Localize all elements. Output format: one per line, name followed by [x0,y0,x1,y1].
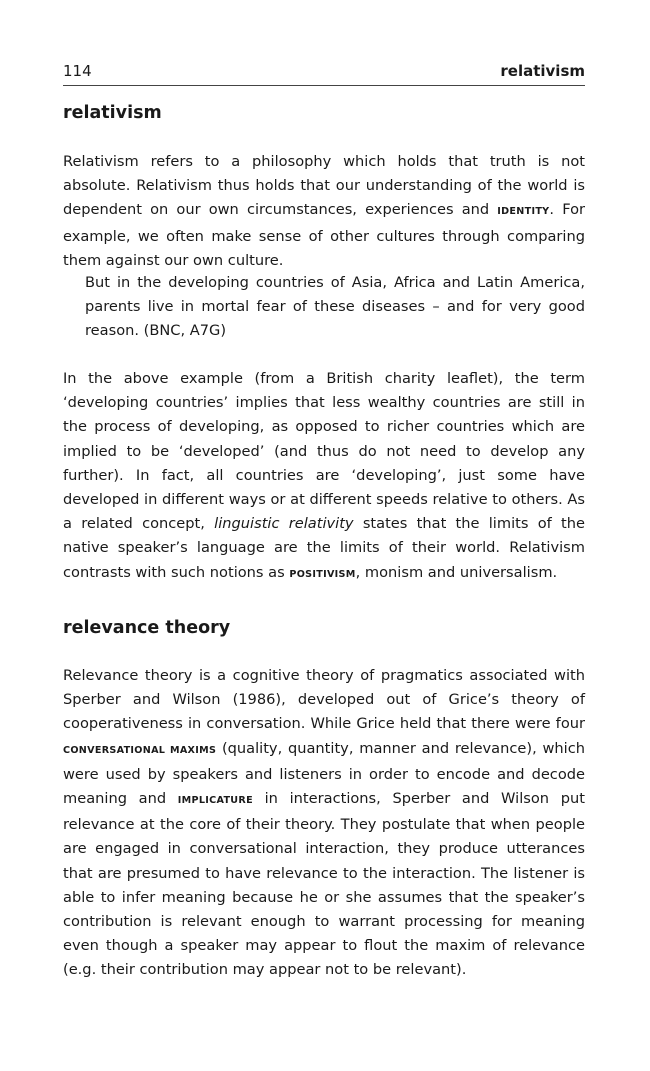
corpus-quotation: But in the developing countries of Asia, Africa and Latin America, parents live in mortal fear of these diseases – and for very good reason. (BNC, A7G) [85,274,585,340]
term-linguistic-relativity: linguistic relativity [214,515,354,533]
text-run: states that the limits of the native speaker’s language are the limits of their world. Relativism contrasts with such notions as [63,515,585,581]
text-run: in interactions, Sperber and Wilson put relevance at the core of their theory. They postulate that when people are engaged in conversational interaction, they produce utterances that are presumed to have relevance to the interaction. The listener is able to infer meaning because he or she assumes that the speaker’s contribution is relevant enough to warrant processing for meaning even though a speaker may appear to flout the maxim of relevance (e.g. their contribution may appear not to be relevant). [63,790,585,979]
text-run: Relevance theory is a cognitive theory of pragmatics associated with Sperber and Wilson (1986), developed out of Grice’s theory of cooperativeness in conversation. While Grice held that there were four [63,667,585,733]
relevance-theory-paragraph [63,664,585,983]
relativism-paragraph-1 [63,150,585,273]
cross-reference-identity: IDENTITY [497,206,550,218]
text-run: (quality, quantity, manner and relevance), which were used by speakers and listeners in order to encode and decode meaning and [63,739,585,808]
running-header [63,61,585,86]
running-title: relativism [500,62,585,80]
cross-reference-positivism: POSITIVISM [289,568,356,580]
cross-reference-implicature: IMPLICATURE [177,795,253,807]
text-run: , monism and universalism. [355,563,558,581]
text-run: Relativism refers to a philosophy which holds that truth is not absolute. Relativism thus holds that our understanding of the world is dependent on our own circumstances, experiences and [63,153,585,219]
cross-reference-conversational-maxims: CONVERSATIONAL MAXIMS [63,744,217,756]
entry-heading-relevance-theory: relevance theory [63,618,231,638]
entry-heading-relativism: relativism [63,103,162,123]
relativism-paragraph-2 [63,367,585,587]
page-number: 114 [63,62,92,80]
text-run: . For example, we often make sense of other cultures through comparing them against our own culture. [63,201,585,269]
text-run: In the above example (from a British charity leaflet), the term ‘developing countries’ implies that less wealthy countries are still in the process of developing, as opposed to richer countries which are implied to be ‘developed’ (and thus do not need to develop any further). In fact, all countries are ‘developing’, just some have developed in different ways or at different speeds relative to others. As a related concept, [63,370,585,533]
